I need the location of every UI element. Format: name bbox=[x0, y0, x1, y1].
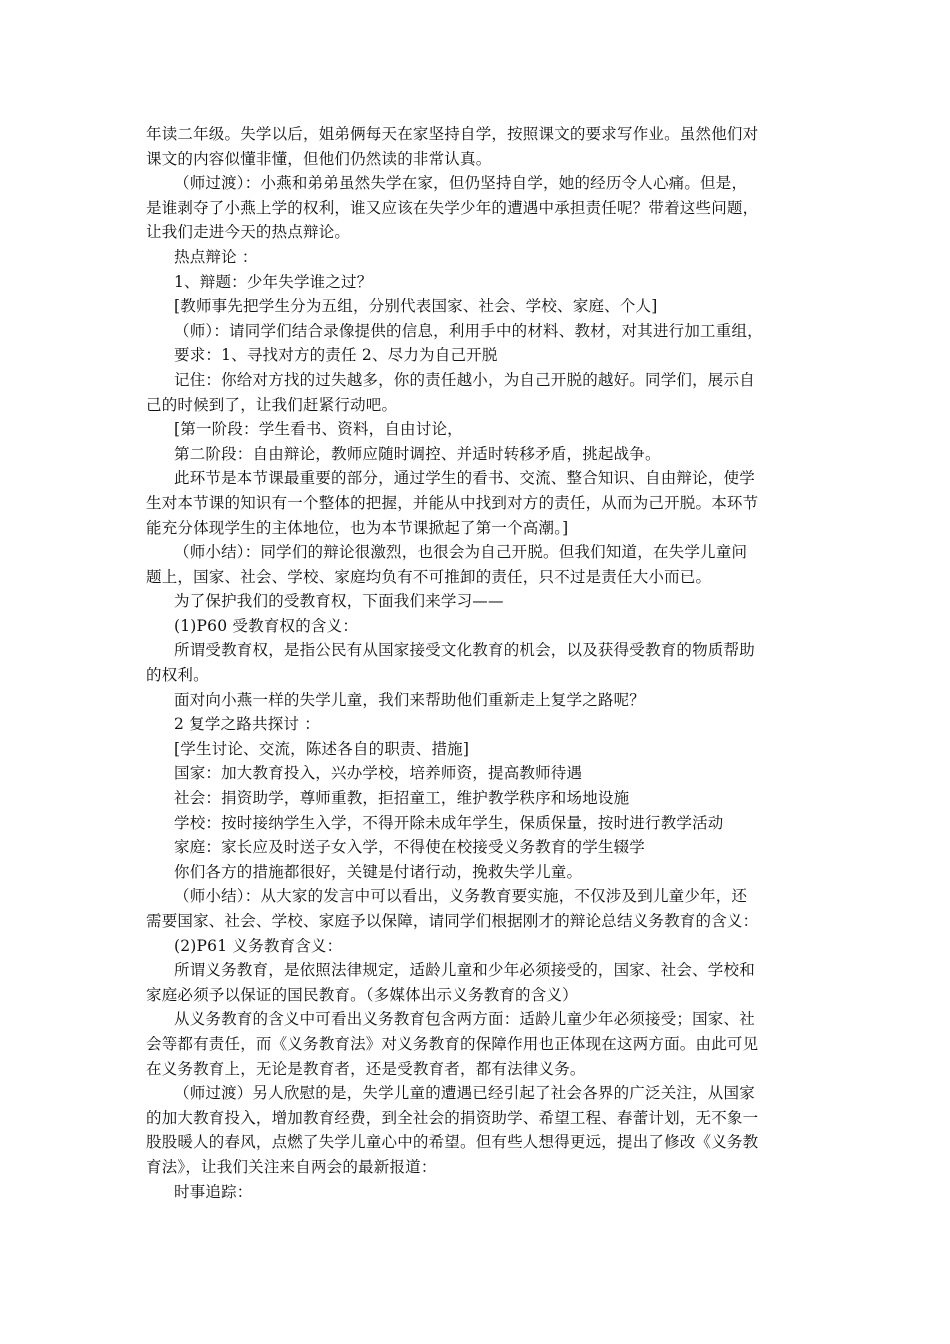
text-line: 所谓受教育权，是指公民有从国家接受文化教育的机会，以及获得受教育的物质帮助 bbox=[174, 641, 755, 660]
text-line: 课文的内容似懂非懂，但他们仍然读的非常认真。 bbox=[146, 149, 492, 168]
text-line: 所谓义务教育，是依照法律规定，适龄儿童和少年必须接受的，国家、社会、学校和 bbox=[174, 961, 755, 980]
text-line: 热点辩论 ： bbox=[174, 247, 258, 266]
text-line: 记住：你给对方找的过失越多，你的责任越小，为自己开脱的越好。同学们，展示自 bbox=[174, 370, 755, 389]
text-line: 育法》，让我们关注来自两会的最新报道： bbox=[146, 1157, 437, 1176]
text-line: 己的时候到了，让我们赶紧行动吧。 bbox=[146, 395, 398, 414]
text-line: （师过渡）另人欣慰的是，失学儿童的遭遇已经引起了社会各界的广泛关注，从国家 bbox=[174, 1084, 755, 1103]
text-line: 要求：1、寻找对方的责任 2、尽力为自己开脱 bbox=[174, 346, 498, 365]
text-line: 家庭：家长应及时送子女入学，不得使在校接受义务教育的学生辍学 bbox=[174, 838, 646, 857]
text-line: （师小结）：从大家的发言中可以看出，义务教育要实施，不仅涉及到儿童少年，还 bbox=[174, 887, 748, 906]
text-line: 学校：按时接纳学生入学，不得开除未成年学生，保质保量，按时进行教学活动 bbox=[174, 813, 724, 832]
text-line: 需要国家、社会、学校、家庭予以保障，请同学们根据刚才的辩论总结义务教育的含义： bbox=[146, 912, 759, 930]
text-line: 你们各方的措施都很好，关键是付诸行动，挽救失学儿童。 bbox=[174, 862, 583, 881]
text-line: 是谁剥夺了小燕上学的权利，谁又应该在失学少年的遭遇中承担责任呢？带着这些问题， bbox=[146, 198, 759, 217]
text-line: （师）：请同学们结合录像提供的信息，利用手中的材料、教材，对其进行加工重组， bbox=[174, 321, 763, 340]
text-line: 第二阶段：自由辩论，教师应随时调控、并适时转移矛盾，挑起战争。 bbox=[174, 444, 661, 463]
text-line: 家庭必须予以保证的国民教育。（多媒体出示义务教育的含义） bbox=[146, 985, 578, 1004]
text-line: 在义务教育上，无论是教育者，还是受教育者，都有法律义务。 bbox=[146, 1059, 586, 1078]
text-line: 的加大教育投入，增加教育经费，到全社会的捐资助学、希望工程、春蕾计划，无不象一 bbox=[146, 1108, 759, 1127]
text-line: 年读二年级。失学以后，姐弟俩每天在家坚持自学，按照课文的要求写作业。虽然他们对 bbox=[146, 125, 759, 143]
text-line: 1、辩题：少年失学谁之过？ bbox=[174, 272, 373, 291]
text-line: 题上，国家、社会、学校、家庭均负有不可推卸的责任，只不过是责任大小而已。 bbox=[146, 567, 712, 586]
text-line: 能充分体现学生的主体地位，也为本节课掀起了第一个高潮。] bbox=[146, 518, 569, 537]
text-line: [第一阶段：学生看书、资料，自由讨论， bbox=[174, 420, 463, 439]
text-line: （师过渡）：小燕和弟弟虽然失学在家，但仍坚持自学，她的经历令人心痛。但是， bbox=[174, 174, 748, 193]
text-line: 生对本节课的知识有一个整体的把握，并能从中找到对方的责任，从而为己开脱。本环节 bbox=[146, 493, 759, 512]
text-line: 2 复学之路共探讨 ： bbox=[174, 715, 320, 734]
text-line: 让我们走进今天的热点辩论。 bbox=[146, 223, 351, 242]
text-line: (1)P60 受教育权的含义： bbox=[174, 616, 359, 635]
text-line: [教师事先把学生分为五组，分别代表国家、社会、学校、家庭、个人] bbox=[174, 297, 658, 316]
text-line: 时事追踪： bbox=[174, 1182, 253, 1201]
text-line: 社会：捐资助学，尊师重教，拒招童工，维护教学秩序和场地设施 bbox=[174, 789, 630, 808]
text-line: 的权利。 bbox=[146, 666, 209, 685]
document-page bbox=[146, 122, 810, 1204]
text-line: 股股暖人的春风，点燃了失学儿童心中的希望。但有些人想得更远，提出了修改《义务教 bbox=[146, 1133, 759, 1152]
text-line: 从义务教育的含义中可看出义务教育包含两方面：适龄儿童少年必须接受；国家、社 bbox=[174, 1010, 755, 1029]
text-line: 国家：加大教育投入，兴办学校，培养师资，提高教师待遇 bbox=[174, 764, 583, 783]
text-line: （师小结）：同学们的辩论很激烈，也很会为自己开脱。但我们知道，在失学儿童问 bbox=[174, 543, 748, 562]
text-line: 会等都有责任，而《义务教育法》对义务教育的保障作用也正体现在这两方面。由此可见 bbox=[146, 1034, 759, 1053]
text-line: 此环节是本节课最重要的部分，通过学生的看书、交流、整合知识、自由辩论，使学 bbox=[174, 469, 755, 488]
text-line: [学生讨论、交流，陈述各自的职责、措施] bbox=[174, 739, 470, 758]
text-line: (2)P61 义务教育含义： bbox=[174, 936, 343, 955]
text-line: 为了保护我们的受教育权，下面我们来学习—— bbox=[174, 592, 504, 611]
text-line: 面对向小燕一样的失学儿童，我们来帮助他们重新走上复学之路呢？ bbox=[174, 690, 646, 709]
